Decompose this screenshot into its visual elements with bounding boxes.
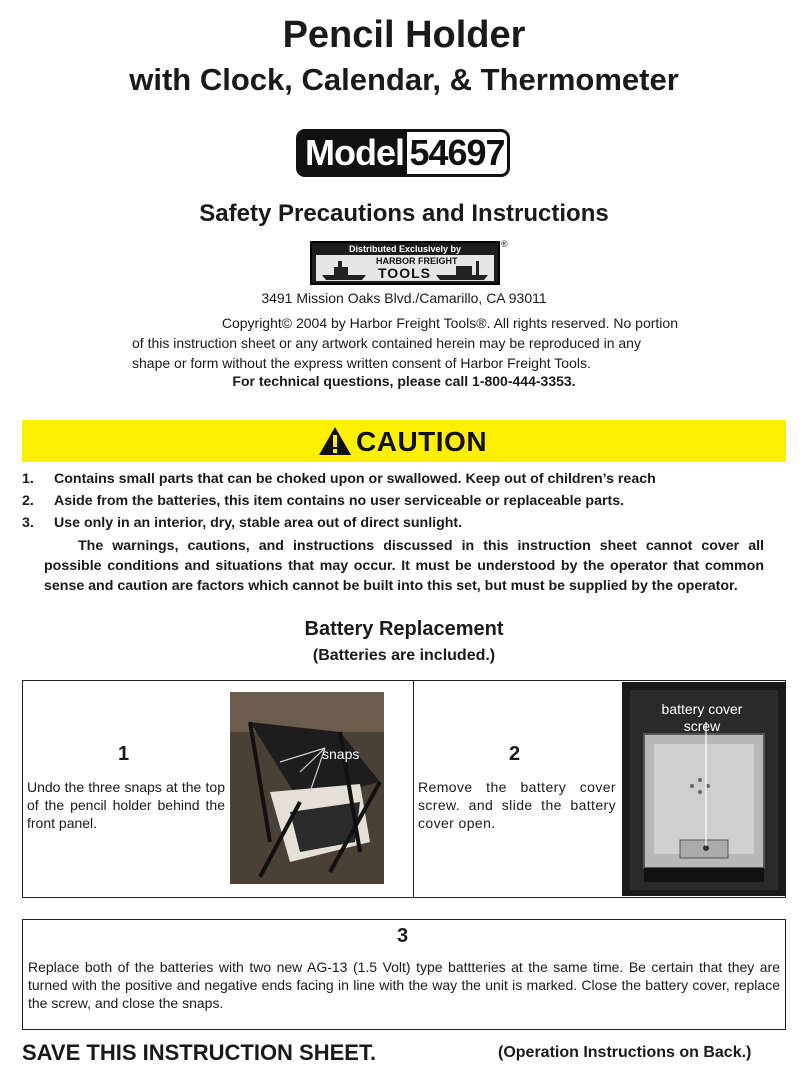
caution-list <box>22 469 782 535</box>
list-item-text: Use only in an interior, dry, stable area out of direct sunlight. <box>54 515 463 531</box>
battery-cover-label-line1: battery cover <box>661 701 743 717</box>
warning-paragraph: The warnings, cautions, and instructions discussed in this instruction sheet cannot cover all possible conditions and situations that may occur. It must be understood by the operator that common sense and caution are factors which cannot be built into this set, but must be supplied by the operator. <box>44 538 764 594</box>
logo-distributed-line: Distributed Exclusively by <box>348 244 462 254</box>
step-1-text: Undo the three snaps at the top of the pencil holder behind the front panel. <box>27 779 225 831</box>
warning-triangle-icon <box>318 426 352 456</box>
harbor-freight-logo <box>310 241 500 285</box>
caution-label: CAUTION <box>356 426 488 457</box>
step-3-text: Replace both of the batteries with two new AG-13 (1.5 Volt) type battteries at the same time. Be certain that they are turned with the positive and negative ends facing in line with the way the unit is marked. Close the battery cover, replace the screw, and close the snaps. <box>28 959 780 1011</box>
step-1-number: 1 <box>118 743 130 765</box>
step-2-text: Remove the battery cover screw. and slide the battery cover open. <box>418 779 616 831</box>
list-item-text: Aside from the batteries, this item contains no user serviceable or replaceable parts. <box>54 493 625 509</box>
step-3-number: 3 <box>397 925 409 947</box>
copyright-line-2: of this instruction sheet or any artwork contained herein may be reproduced in any <box>132 335 641 351</box>
logo-inner-panel <box>316 255 494 281</box>
battery-cover-photo-label <box>652 701 752 735</box>
model-number: 54697 <box>407 132 507 174</box>
list-item-number: 3. <box>22 515 34 531</box>
step-2-number: 2 <box>509 743 521 765</box>
footer-back-notice: (Operation Instructions on Back.) <box>498 1044 752 1061</box>
snaps-photo-label: snaps <box>322 746 360 762</box>
battery-section-subtitle: (Batteries are included.) <box>312 647 496 664</box>
pencil-holder-photo-graphic <box>230 692 384 884</box>
copyright-line-3: shape or form without the express written consent of Harbor Freight Tools. <box>132 355 591 371</box>
list-item <box>22 513 782 535</box>
step-1-photo <box>230 692 384 884</box>
list-item <box>22 469 782 491</box>
copyright-line-1: Copyright© 2004 by Harbor Freight Tools®. All rights reserved. No portion <box>221 315 678 331</box>
model-word: Model <box>299 132 407 174</box>
logo-name-line2: TOOLS <box>378 265 431 281</box>
technical-support-line: For technical questions, please call 1-800-444-3353. <box>232 373 576 389</box>
footer-save-notice: SAVE THIS INSTRUCTION SHEET. <box>22 1040 377 1065</box>
model-badge <box>296 129 510 177</box>
battery-cover-label-line2: screw <box>683 718 721 734</box>
logo-name-line1: HARBOR FREIGHT <box>376 256 458 266</box>
list-item-number: 1. <box>22 471 34 487</box>
page-title: Pencil Holder <box>282 14 526 56</box>
battery-section-title: Battery Replacement <box>304 618 504 640</box>
page-subtitle: with Clock, Calendar, & Thermometer <box>129 62 679 97</box>
company-address: 3491 Mission Oaks Blvd./Camarillo, CA 93011 <box>261 290 547 306</box>
list-item <box>22 491 782 513</box>
list-item-text: Contains small parts that can be choked upon or swallowed. Keep out of children’s reach <box>54 471 656 487</box>
registered-mark: ® <box>501 239 508 249</box>
section-title: Safety Precautions and Instructions <box>199 200 609 227</box>
list-item-number: 2. <box>22 493 34 509</box>
copyright-block <box>132 313 678 373</box>
